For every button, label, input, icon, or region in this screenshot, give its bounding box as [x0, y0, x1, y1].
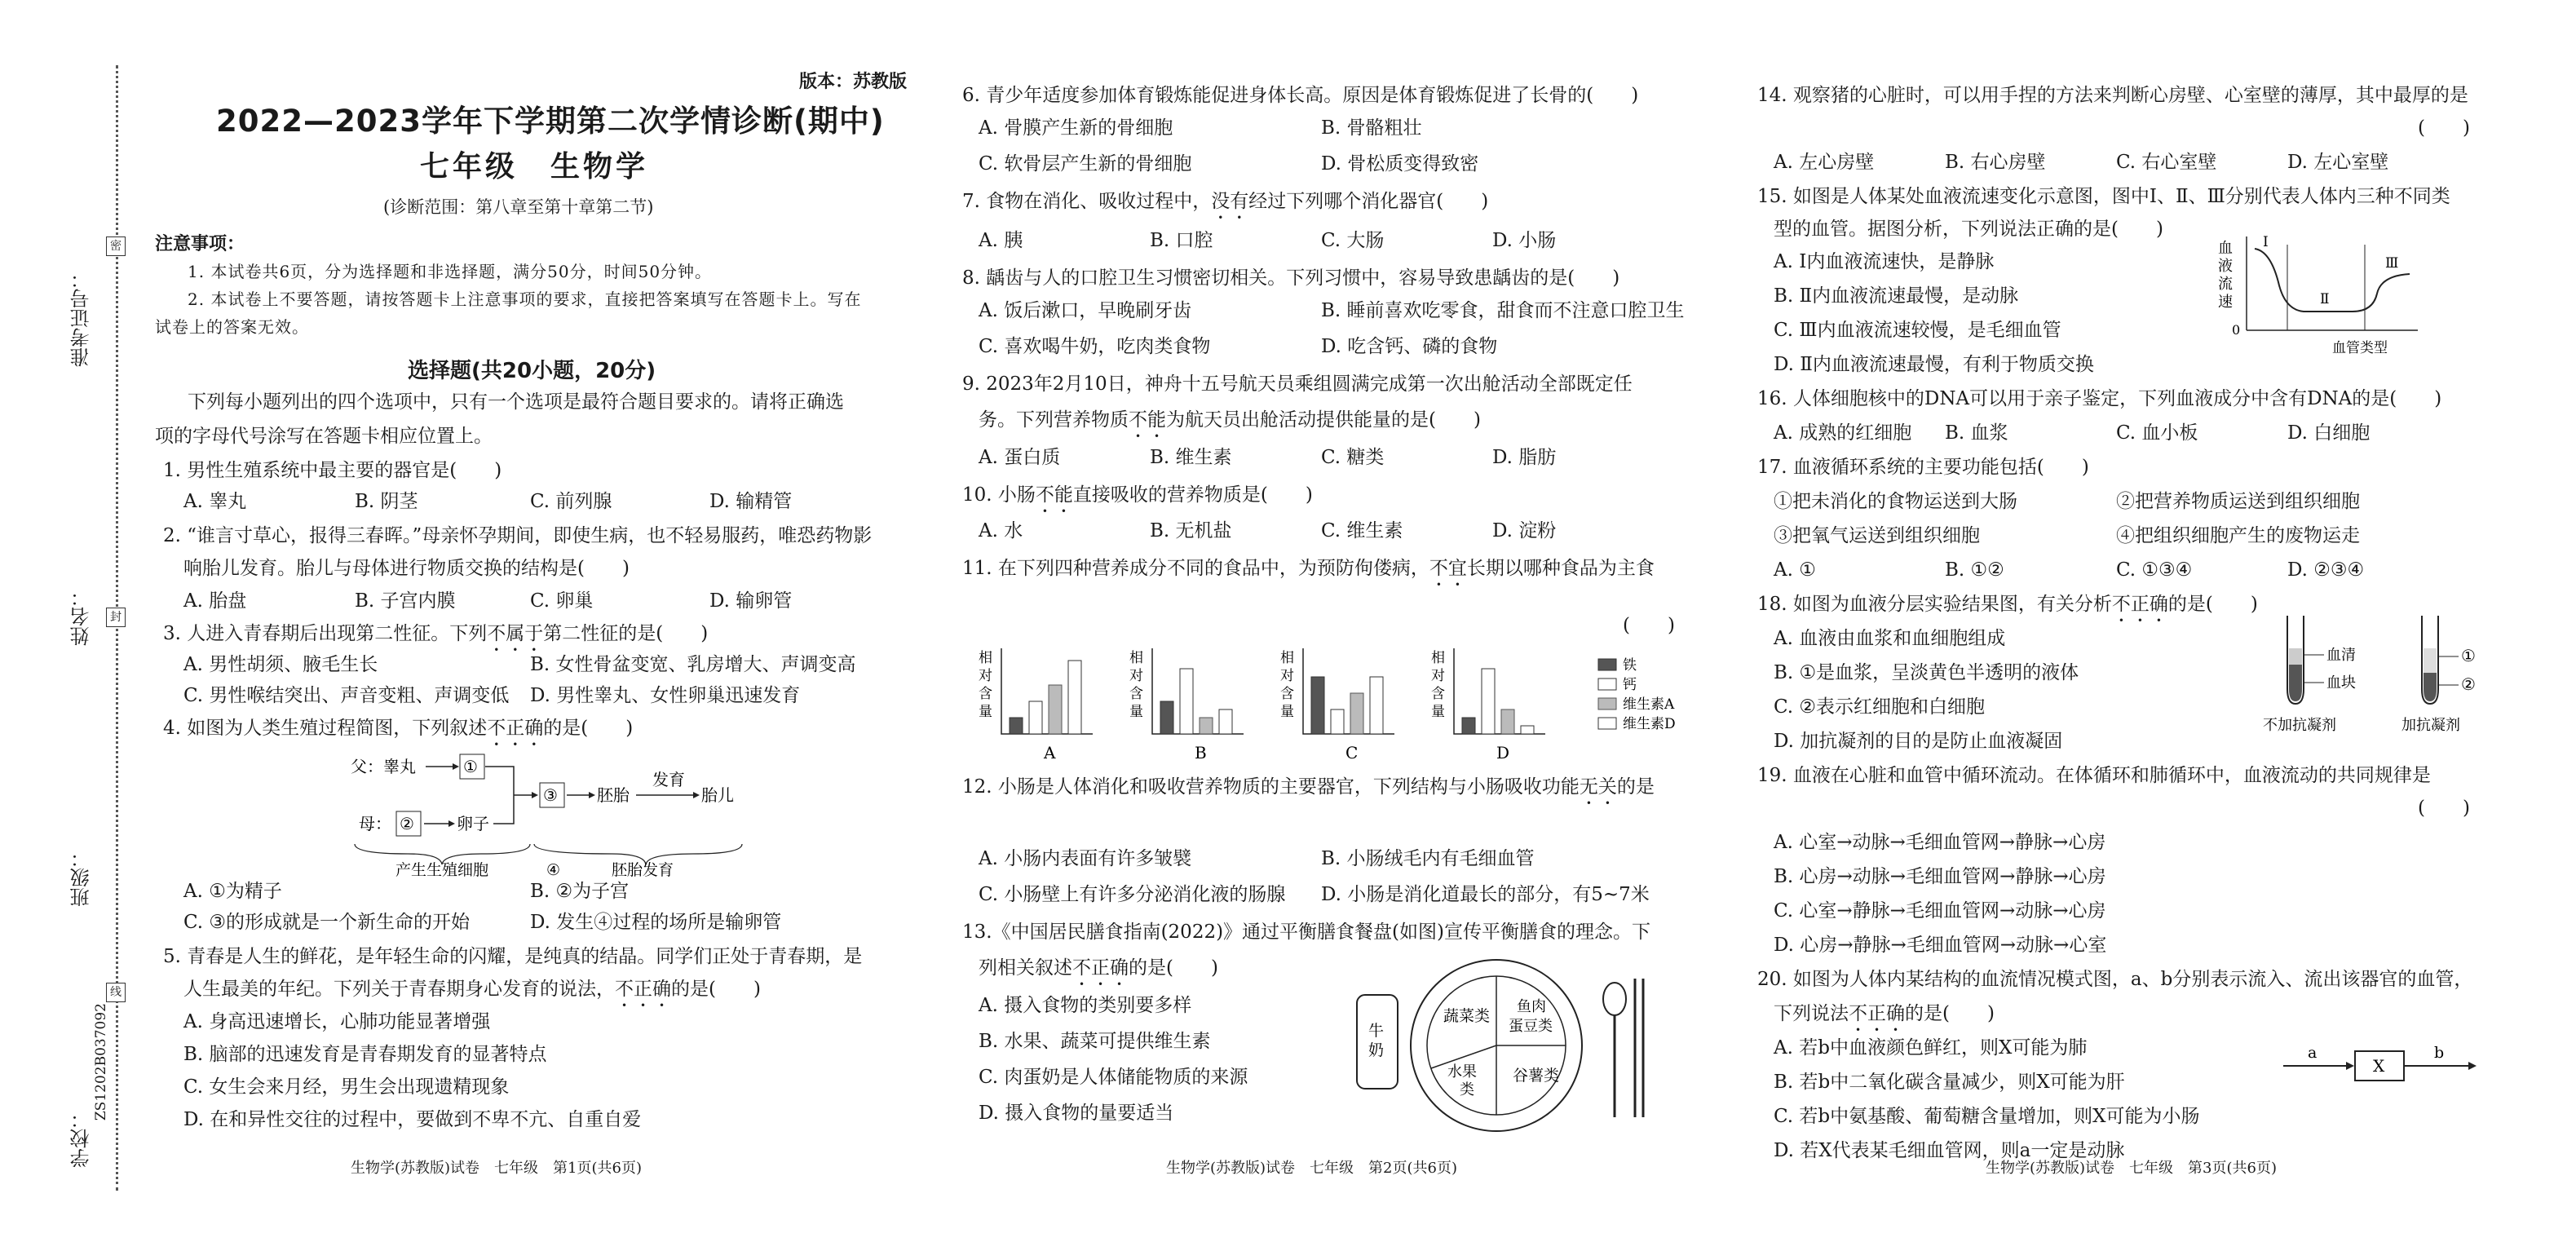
q20-emphasis: 不正确	[1849, 1003, 1905, 1024]
exam-title: 2022—2023学年下学期第二次学情诊断(期中)	[216, 104, 885, 139]
q16-option-d[interactable]: D. 白细胞	[2287, 422, 2371, 444]
q18-emphasis: 不正确	[2111, 594, 2168, 615]
q4-option-b[interactable]: B. ②为子宫	[530, 881, 630, 902]
q4-stem	[163, 716, 633, 750]
q5-stem	[183, 977, 761, 1011]
q18-stem	[1757, 592, 2258, 626]
q13-option-d[interactable]: D. 摄入食物的量要适当	[979, 1103, 1174, 1124]
label-x: X	[2373, 1056, 2385, 1076]
arrow-head	[2346, 1062, 2354, 1070]
bar	[1219, 709, 1232, 734]
q15-option-b[interactable]: B. Ⅱ内血液流速最慢，是动脉	[1774, 285, 2019, 307]
label-a: a	[2308, 1044, 2318, 1062]
exam-number-label: 准考证号：	[70, 269, 93, 367]
q7-option-a[interactable]: A. 胰	[979, 230, 1023, 251]
q17-item: ④把组织细胞产生的废物运走	[2116, 525, 2360, 546]
q7-option-d[interactable]: D. 小肠	[1492, 230, 1557, 251]
meat-label: 蛋豆类	[1509, 1018, 1553, 1035]
q3-option-d[interactable]: D. 男性睾丸、女性卵巢迅速发育	[530, 685, 801, 706]
q10-option-a[interactable]: A. 水	[979, 520, 1023, 541]
exam-subtitle: 七年级 生物学	[420, 150, 649, 183]
q4-stem-text: 的是( )	[543, 718, 634, 739]
q4-option-d[interactable]: D. 发生④过程的场所是输卵管	[530, 912, 782, 933]
bar	[1350, 693, 1363, 734]
q10-emphasis: 不能	[1035, 484, 1073, 506]
notice-line: 1. 本试卷共6页，分为选择题和非选择题，满分50分，时间50分钟。	[188, 262, 713, 281]
paper-code: ZS1202B037092	[93, 1003, 109, 1121]
page-footer: 生物学(苏教版)试卷 七年级 第2页(共6页)	[1166, 1160, 1457, 1177]
q10-option-c[interactable]: C. 维生素	[1321, 520, 1403, 541]
q17-item: ③把氧气运送到组织细胞	[1774, 525, 1980, 546]
q2-option-d[interactable]: D. 输卵管	[709, 590, 793, 612]
page-3	[1757, 0, 2532, 1242]
q17-option-a[interactable]: A. ①	[1774, 559, 1816, 581]
q10-option-d[interactable]: D. 淀粉	[1492, 520, 1557, 541]
q10-option-b[interactable]: B. 无机盐	[1150, 520, 1232, 541]
blood-flow-chart	[2214, 228, 2426, 359]
spoon-icon	[1603, 983, 1626, 1015]
q19-option-d[interactable]: D. 心房→静脉→毛细血管网→动脉→心室	[1774, 935, 2107, 956]
q6-option-d[interactable]: D. 骨松质变得致密	[1321, 153, 1479, 175]
q12-emphasis: 无关	[1579, 776, 1617, 798]
q12-option-b[interactable]: B. 小肠绒毛内有毛细血管	[1321, 848, 1535, 869]
blood-layer-tubes	[2263, 608, 2524, 738]
q18-option-a[interactable]: A. 血液由血浆和血细胞组成	[1774, 628, 2006, 649]
y-axis-label: 相	[1431, 650, 1445, 666]
q5-stem-text: 的是( )	[671, 979, 761, 1000]
y-axis-label: 含	[1280, 686, 1294, 702]
legend-label: 维生素D	[1623, 716, 1676, 732]
bar	[1068, 661, 1081, 734]
q1-option-c[interactable]: C. 前列腺	[530, 491, 612, 512]
q11-paren: ( )	[1623, 615, 1675, 636]
q14-option-a[interactable]: A. 左心房壁	[1774, 152, 1875, 173]
bar	[1501, 709, 1514, 734]
q13-stem	[979, 956, 1218, 990]
q3-stem-text: 第二性征的是( )	[543, 623, 709, 644]
q3-option-b[interactable]: B. 女性骨盆变宽、乳房增大、声调变高	[530, 654, 856, 675]
q6-stem: 6. 青少年适度参加体育锻炼能促进身体长高。原因是体育锻炼促进了长骨的( )	[962, 85, 1639, 106]
q9-option-c[interactable]: C. 糖类	[1321, 447, 1385, 468]
q6-option-b[interactable]: B. 骨骼粗壮	[1321, 117, 1422, 139]
seal-mark: 封	[106, 608, 126, 627]
diagram-develop: 发育	[652, 770, 685, 789]
q6-option-c[interactable]: C. 软骨层产生新的骨细胞	[979, 153, 1192, 175]
arrow-head	[589, 792, 595, 798]
q19-stem: 19. 血液在心脏和血管中循环流动。在体循环和肺循环中，血液流动的共同规律是	[1757, 765, 2431, 786]
reproduction-diagram	[351, 746, 775, 877]
q16-stem: 16. 人体细胞核中的DNA可以用于亲子鉴定，下列血液成分中含有DNA的是( )	[1757, 388, 2442, 409]
q18-option-c[interactable]: C. ②表示红细胞和白细胞	[1774, 696, 1986, 718]
legend-swatch	[1598, 698, 1616, 709]
diagram-n3: ③	[543, 785, 558, 805]
y-axis-label: 量	[1129, 704, 1143, 720]
milk-label: 牛	[1368, 1022, 1385, 1040]
y-axis-label: 含	[1431, 686, 1445, 702]
q11-stem-text: 11. 在下列四种营养成分不同的食品中，为预防佝偻病，	[962, 558, 1429, 579]
q17-item: ①把未消化的食物运送到大肠	[1774, 491, 2017, 512]
q11-bar-charts	[979, 644, 1712, 775]
q2-stem: 响胎儿发育。胎儿与母体进行物质交换的结构是( )	[183, 558, 630, 579]
q13-stem-text: 的是( )	[1129, 957, 1218, 979]
q20-stem: 20. 如图为人体内某结构的血流情况模式图，a、b分别表示流入、流出该器官的血管，	[1757, 969, 2473, 990]
q13-option-b[interactable]: B. 水果、蔬菜可提供维生素	[979, 1031, 1211, 1052]
q9-stem-text: 为航天员出舱活动提供能量的是( )	[1166, 409, 1481, 431]
q7-option-b[interactable]: B. 口腔	[1150, 230, 1213, 251]
y-label: 流	[2218, 276, 2233, 293]
legend-label: 钙	[1623, 677, 1637, 693]
balanced-diet-plate	[1354, 954, 1664, 1142]
q18-option-b[interactable]: B. ①是血浆，呈淡黄色半透明的液体	[1774, 662, 2079, 683]
arrow-head	[2468, 1062, 2477, 1070]
y-axis-label: 相	[1129, 650, 1143, 666]
origin-label: 0	[2232, 322, 2241, 338]
bar	[1331, 709, 1344, 734]
exam-scope: (诊断范围：第八章至第十章第二节)	[383, 197, 654, 217]
q10-stem-text: 直接吸收的营养物质是( )	[1072, 484, 1313, 506]
section-intro: 下列每小题列出的四个选项中，只有一个选项是最符合题目要求的。请将正确选	[188, 391, 844, 413]
q20-option-a[interactable]: A. 若b中血液颜色鲜红，则X可能为肺	[1774, 1037, 2088, 1059]
q4-emphasis: 不正确	[487, 718, 544, 739]
q8-stem: 8. 龋齿与人的口腔卫生习惯密切相关。下列习惯中，容易导致患龋齿的是( )	[962, 267, 1620, 289]
meat-label: 鱼肉	[1517, 998, 1546, 1015]
q15-option-a[interactable]: A. Ⅰ内血液流速快，是静脉	[1774, 251, 1995, 272]
q11-stem-text: 长期以哪种食品为主食	[1466, 558, 1655, 579]
diagram-embryo: 胚胎	[597, 785, 630, 805]
bar	[1010, 718, 1023, 734]
q10-stem	[962, 483, 1313, 517]
merge-line	[485, 767, 514, 824]
q17-option-c[interactable]: C. ①③④	[2116, 559, 2193, 581]
q9-option-b[interactable]: B. 维生素	[1150, 447, 1232, 468]
diagram-embryo-dev: 胚胎发育	[612, 861, 674, 877]
name-label: 姓名：	[70, 587, 93, 646]
q14-option-b[interactable]: B. 右心房壁	[1945, 152, 2046, 173]
q5-stem: 5. 青春是人生的鲜花，是年轻生命的闪耀，是纯真的结晶。同学们正处于青春期，是	[163, 946, 863, 967]
q4-option-a[interactable]: A. ①为精子	[183, 881, 282, 902]
q8-option-d[interactable]: D. 吃含钙、磷的食物	[1321, 336, 1498, 357]
legend-label: 铁	[1623, 657, 1637, 674]
label-b: b	[2434, 1044, 2445, 1062]
q4-stem-text: 4. 如图为人类生殖过程简图，下列叙述	[163, 718, 488, 739]
q2-option-c[interactable]: C. 卵巢	[530, 590, 594, 612]
y-label: 液	[2218, 258, 2233, 275]
tube1-label: 不加抗凝剂	[2263, 717, 2336, 734]
cut-line	[116, 65, 118, 1191]
q1-option-a[interactable]: A. 睾丸	[183, 491, 247, 512]
region-3: Ⅲ	[2385, 255, 2399, 272]
q13-option-c[interactable]: C. 肉蛋奶是人体储能物质的来源	[979, 1067, 1248, 1088]
q9-emphasis: 不能	[1129, 409, 1166, 431]
bar	[1370, 677, 1383, 734]
q20-option-c[interactable]: C. 若b中氨基酸、葡萄糖含量增加，则X可能为小肠	[1774, 1106, 2200, 1127]
region-2: Ⅱ	[2320, 291, 2330, 307]
bar	[1462, 718, 1475, 734]
q14-option-c[interactable]: C. 右心室壁	[2116, 152, 2217, 173]
diagram-n4: ④	[546, 861, 561, 877]
milk-label: 奶	[1368, 1041, 1385, 1059]
diagram-egg: 卵子	[457, 814, 489, 833]
q16-option-b[interactable]: B. 血浆	[1945, 422, 2008, 444]
legend-label: 维生素A	[1623, 696, 1675, 713]
notice-line: 试卷上的答案无效。	[155, 317, 309, 337]
legend-swatch	[1598, 659, 1616, 670]
clot-label: 血块	[2326, 674, 2356, 692]
chart-category-label: B	[1195, 743, 1207, 762]
q13-stem: 13.《中国居民膳食指南(2022)》通过平衡膳食餐盘(如图)宣传平衡膳食的理念。下	[962, 922, 1651, 943]
q19-paren: ( )	[2418, 798, 2470, 819]
q12-option-a[interactable]: A. 小肠内表面有许多皱襞	[979, 848, 1192, 869]
q20-option-d[interactable]: D. 若X代表某毛细血管网，则a一定是动脉	[1774, 1140, 2125, 1161]
q18-option-d[interactable]: D. 加抗凝剂的目的是防止血液凝固	[1774, 731, 2063, 752]
clot-layer	[2289, 665, 2302, 701]
q3-option-c[interactable]: C. 男性喉结突出、声音变粗、声调变低	[183, 685, 510, 706]
diagram-n2: ②	[400, 814, 414, 833]
notice-heading: 注意事项：	[155, 233, 245, 254]
edition-label: 版本：苏教版	[799, 71, 908, 92]
y-axis-label: 含	[979, 686, 992, 702]
q4-option-c[interactable]: C. ③的形成就是一个新生命的开始	[183, 912, 471, 933]
q11-stem	[962, 556, 1655, 590]
diagram-produce: 产生生殖细胞	[395, 861, 489, 877]
y-axis-label: 含	[1129, 686, 1143, 702]
serum-layer	[2289, 648, 2302, 665]
q20-stem-text: 的是( )	[1905, 1003, 1995, 1024]
q18-stem-text: 的是( )	[2167, 594, 2258, 615]
q1-stem: 1. 男性生殖系统中最主要的器官是( )	[163, 460, 502, 481]
q15-stem: 15. 如图是人体某处血液流速变化示意图，图中Ⅰ、Ⅱ、Ⅲ分别代表人体内三种不同类	[1757, 186, 2450, 207]
y-axis-label: 相	[979, 650, 992, 666]
q13-emphasis: 不正确	[1072, 957, 1129, 979]
q12-option-d[interactable]: D. 小肠是消化道最长的部分，有5~7米	[1321, 884, 1650, 905]
q3-option-a[interactable]: A. 男性胡须、腋毛生长	[183, 654, 378, 675]
q9-stem: 9. 2023年2月10日，神舟十五号航天员乘组圆满完成第一次出舱活动全部既定任	[962, 373, 1633, 395]
bar	[1311, 677, 1324, 734]
organ-flow-diagram	[2279, 1040, 2491, 1089]
y-axis-label: 对	[1129, 668, 1143, 684]
q11-emphasis: 不宜	[1429, 558, 1467, 579]
plasma-layer	[2424, 648, 2437, 673]
q12-stem	[962, 775, 1655, 809]
q13-stem-text: 列相关叙述	[979, 957, 1072, 979]
q3-emphasis: 不属于	[487, 623, 544, 644]
legend-swatch	[1598, 718, 1616, 729]
arrow-head	[448, 820, 455, 827]
chart-category-label: D	[1496, 743, 1510, 762]
q9-stem-text: 务。下列营养物质	[979, 409, 1129, 431]
q17-item: ②把营养物质运送到组织细胞	[2116, 491, 2360, 512]
q16-option-a[interactable]: A. 成熟的红细胞	[1774, 422, 1912, 444]
q5-option-b[interactable]: B. 脑部的迅速发育是青春期发育的显著特点	[183, 1044, 547, 1065]
q7-stem	[962, 189, 1488, 223]
q12-option-c[interactable]: C. 小肠壁上有许多分泌消化液的肠腺	[979, 884, 1286, 905]
q17-option-d[interactable]: D. ②③④	[2287, 559, 2365, 581]
q14-stem: 14. 观察猪的心脏时，可以用手捏的方法来判断心房壁、心室壁的薄厚，其中最厚的是	[1757, 85, 2468, 106]
grain-label: 谷薯类	[1513, 1067, 1560, 1085]
y-label: 速	[2218, 294, 2233, 311]
seal-mark: 线	[106, 983, 126, 1002]
fruit-label: 水果	[1447, 1063, 1477, 1081]
q2-stem: 2. “谁言寸草心，报得三春晖。”母亲怀孕期间，即使生病，也不轻易服药，唯恐药物影	[163, 525, 873, 546]
page-1	[139, 0, 921, 1242]
q5-option-a[interactable]: A. 身高迅速增长，心肺功能显著增强	[183, 1011, 491, 1032]
section-title: 选择题(共20小题，20分)	[408, 359, 656, 383]
q12-stem-text: 的是	[1616, 776, 1655, 798]
section-intro: 项的字母代号涂写在答题卡相应位置上。	[155, 426, 493, 447]
diagram-n1: ①	[463, 757, 478, 776]
y-axis-label: 量	[1280, 704, 1294, 720]
diagram-fetus: 胎儿	[701, 785, 734, 805]
school-label: 学校：	[70, 1109, 93, 1168]
y-axis-label: 对	[979, 668, 992, 684]
q19-option-c[interactable]: C. 心室→静脉→毛细血管网→动脉→心房	[1774, 900, 2106, 922]
arrow-head	[453, 763, 459, 770]
y-axis-label: 相	[1280, 650, 1294, 666]
bar	[1521, 726, 1534, 734]
q14-option-d[interactable]: D. 左心室壁	[2287, 152, 2389, 173]
q18-stem-text: 18. 如图为血液分层实验结果图，有关分析	[1757, 594, 2112, 615]
q12-stem-text: 12. 小肠是人体消化和吸收营养物质的主要器官，下列结构与小肠吸收功能	[962, 776, 1580, 798]
y-axis-label: 量	[979, 704, 992, 720]
class-label: 班级：	[70, 848, 93, 907]
page-2	[962, 0, 1729, 1242]
chart-category-label: A	[1044, 743, 1056, 762]
q15-stem: 型的血管。据图分析，下列说法正确的是( )	[1774, 219, 2163, 240]
q2-option-a[interactable]: A. 胎盘	[183, 590, 247, 612]
q7-emphasis: 没有	[1211, 191, 1249, 212]
q17-option-b[interactable]: B. ①②	[1945, 559, 2004, 581]
bar	[1160, 701, 1173, 734]
q7-option-c[interactable]: C. 大肠	[1321, 230, 1385, 251]
fruit-label: 类	[1460, 1081, 1474, 1098]
binding-margin	[0, 0, 139, 1242]
q1-option-d[interactable]: D. 输精管	[709, 491, 793, 512]
tube2-label: 加抗凝剂	[2401, 717, 2460, 734]
q13-option-a[interactable]: A. 摄入食物的类别要多样	[979, 995, 1192, 1016]
q9-option-a[interactable]: A. 蛋白质	[979, 447, 1061, 468]
q19-option-a[interactable]: A. 心室→动脉→毛细血管网→静脉→心房	[1774, 832, 2106, 853]
layer-2: ②	[2461, 674, 2476, 694]
q16-option-c[interactable]: C. 血小板	[2116, 422, 2198, 444]
q8-option-c[interactable]: C. 喜欢喝牛奶，吃肉类食物	[979, 336, 1211, 357]
q20-stem-text: 下列说法	[1774, 1003, 1849, 1024]
q10-stem-text: 10. 小肠	[962, 484, 1036, 506]
region-1: Ⅰ	[2263, 234, 2269, 250]
cell-layer	[2424, 673, 2437, 701]
bar	[1482, 669, 1495, 734]
q5-stem-text: 人生最美的年纪。下列关于青春期身心发育的说法，	[183, 979, 615, 1000]
q2-option-b[interactable]: B. 子宫内膜	[355, 590, 456, 612]
page-footer: 生物学(苏教版)试卷 七年级 第3页(共6页)	[1986, 1160, 2277, 1177]
q17-stem: 17. 血液循环系统的主要功能包括( )	[1757, 457, 2089, 478]
layer-1: ①	[2461, 646, 2476, 665]
q1-option-b[interactable]: B. 阴茎	[355, 491, 418, 512]
y-axis-label: 对	[1280, 668, 1294, 684]
page-footer: 生物学(苏教版)试卷 七年级 第1页(共6页)	[351, 1160, 642, 1177]
q20-option-b[interactable]: B. 若b中二氧化碳含量减少，则X可能为肝	[1774, 1072, 2125, 1093]
q9-stem	[979, 408, 1481, 442]
q9-option-d[interactable]: D. 脂肪	[1492, 447, 1557, 468]
legend-swatch	[1598, 678, 1616, 690]
y-axis-label: 对	[1431, 668, 1445, 684]
q5-option-d[interactable]: D. 在和异性交往的过程中，要做到不卑不亢、自重自爱	[183, 1109, 642, 1130]
q14-paren: ( )	[2418, 117, 2470, 139]
bar	[1029, 701, 1042, 734]
q3-stem	[163, 621, 708, 656]
q15-option-d[interactable]: D. Ⅱ内血液流速最慢，有利于物质交换	[1774, 354, 2094, 375]
q19-option-b[interactable]: B. 心房→动脉→毛细血管网→静脉→心房	[1774, 866, 2106, 887]
diagram-mother: 母：	[359, 814, 391, 833]
seal-mark: 密	[106, 236, 126, 256]
chart-category-label: C	[1345, 743, 1359, 762]
q8-option-a[interactable]: A. 饭后漱口，早晚刷牙齿	[979, 300, 1192, 321]
q7-stem-text: 7. 食物在消化、吸收过程中，	[962, 191, 1212, 212]
q15-option-c[interactable]: C. Ⅲ内血液流速较慢，是毛细血管	[1774, 320, 2061, 341]
q5-option-c[interactable]: C. 女生会来月经，男生会出现遗精现象	[183, 1076, 510, 1098]
notice-line: 2. 本试卷上不要答题，请按答题卡上注意事项的要求，直接把答案填写在答题卡上。写在	[188, 290, 862, 309]
q3-stem-text: 3. 人进入青春期后出现第二性征。下列	[163, 623, 488, 644]
arrow-head	[532, 792, 538, 798]
q5-emphasis: 不正确	[615, 979, 671, 1000]
y-label: 血	[2218, 240, 2233, 257]
q7-stem-text: 经过下列哪个消化器官( )	[1248, 191, 1489, 212]
q8-option-b[interactable]: B. 睡前喜欢吃零食，甜食而不注意口腔卫生	[1321, 300, 1685, 321]
diagram-father: 父：睾丸	[351, 757, 416, 776]
bar	[1180, 669, 1193, 734]
y-axis-label: 量	[1431, 704, 1445, 720]
bar	[1200, 718, 1213, 734]
bar	[1049, 685, 1062, 734]
x-label: 血管类型	[2332, 340, 2388, 356]
q20-stem	[1774, 1001, 1995, 1036]
veg-label: 蔬菜类	[1443, 1007, 1491, 1025]
q6-option-a[interactable]: A. 骨膜产生新的骨细胞	[979, 117, 1173, 139]
serum-label: 血清	[2326, 647, 2356, 664]
arrow-head	[693, 792, 700, 798]
